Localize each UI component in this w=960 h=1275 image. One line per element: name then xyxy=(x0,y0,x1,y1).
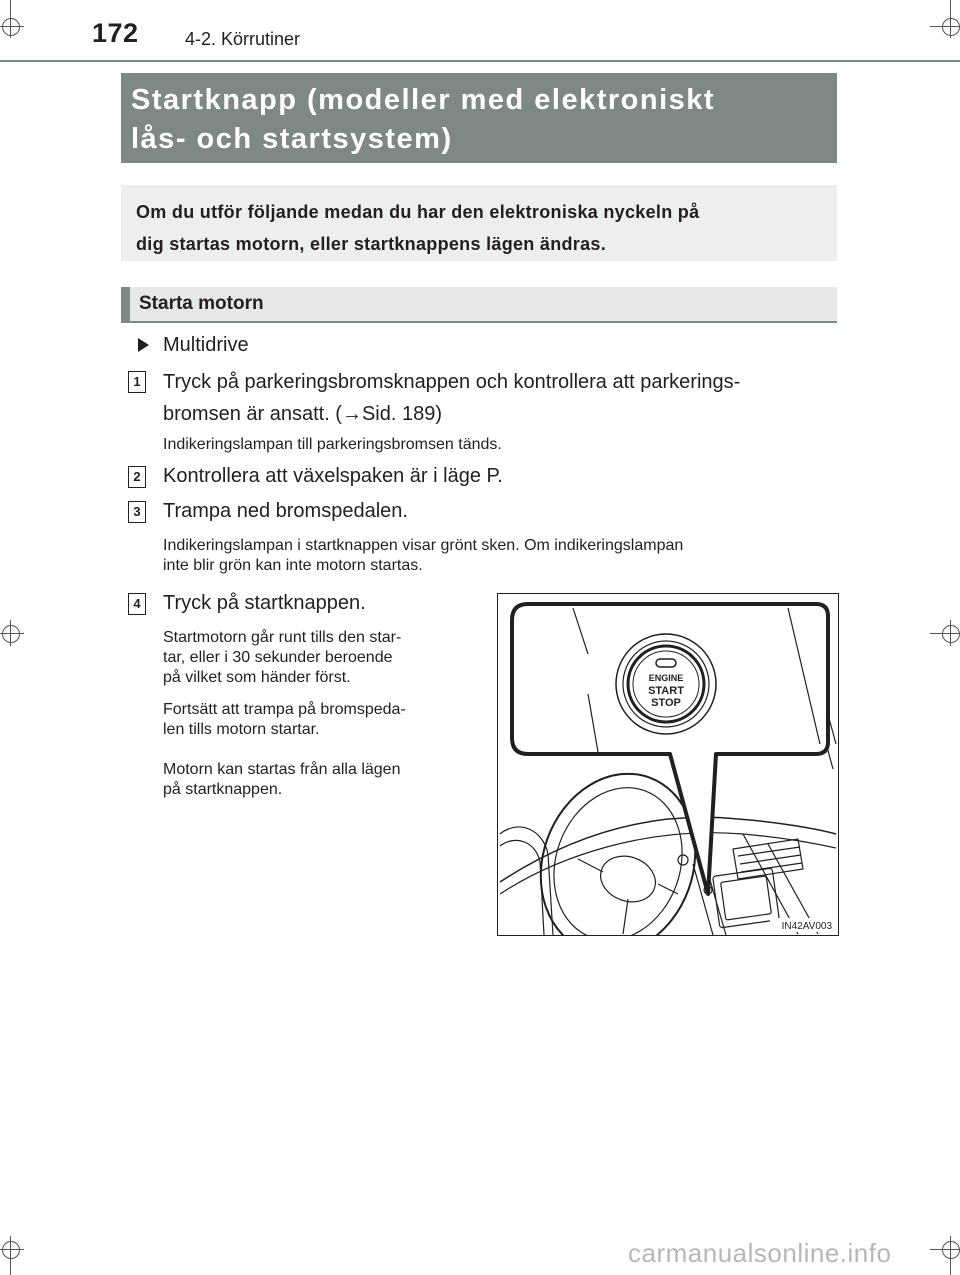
step-number-2: 2 xyxy=(128,466,146,488)
button-label-stop: STOP xyxy=(651,697,681,709)
step-4-note-2-line-1: Fortsätt att trampa på bromspeda- xyxy=(163,701,406,718)
step-1-line-1: Tryck på parkeringsbromsknappen och kontrollera att parkerings- xyxy=(163,371,741,393)
section-title xyxy=(131,81,831,159)
section-title-line-1: Startknapp (modeller med elektroniskt xyxy=(131,84,716,116)
intro-line-2: dig startas motorn, eller startknappens lägen ändras. xyxy=(136,234,607,254)
variant-label: Multidrive xyxy=(163,334,249,356)
page-reference-link[interactable]: Sid. 189) xyxy=(361,403,443,425)
step-4-note-1-line-2: tar, eller i 30 sekunder beroende xyxy=(163,649,393,666)
step-number-3: 3 xyxy=(128,501,146,523)
step-4-note-1-line-3: på vilket som händer först. xyxy=(163,669,351,686)
step-4-text: Tryck på startknappen. xyxy=(163,592,366,614)
step-4-note-2-line-2: len tills motorn startar. xyxy=(163,721,320,738)
subheading-accent-bar xyxy=(121,287,130,321)
subheading-box xyxy=(121,287,837,323)
step-4-note-3-line-1: Motorn kan startas från alla lägen xyxy=(163,761,401,778)
intro-text xyxy=(136,196,826,260)
intro-line-1: Om du utför följande medan du har den elektroniska nyckeln på xyxy=(136,202,700,222)
illustration-code: IN42AV003 xyxy=(781,921,832,932)
subheading-text: Starta motorn xyxy=(139,293,264,314)
illustration-drawing xyxy=(498,594,838,935)
step-1-line-2-pre: bromsen är ansatt. ( xyxy=(163,403,342,425)
engine-start-button-illustration xyxy=(497,593,839,936)
header-rule xyxy=(0,60,960,62)
intro-box xyxy=(121,185,837,261)
step-4-note-1 xyxy=(163,628,477,688)
triangle-bullet-icon xyxy=(138,338,149,352)
step-3-note xyxy=(163,536,829,576)
chapter-label: 4-2. Körrutiner xyxy=(185,29,301,49)
step-4-note-2 xyxy=(163,700,477,740)
step-3-note-line-2: inte blir grön kan inte motorn startas. xyxy=(163,557,423,574)
section-title-bar xyxy=(121,73,837,163)
step-number-4: 4 xyxy=(128,593,146,615)
watermark: carmanualsonline.info xyxy=(628,1238,892,1268)
step-4-note-3 xyxy=(163,760,477,800)
button-label-start: START xyxy=(648,685,684,697)
step-1-line-2 xyxy=(163,398,828,430)
page-number: 172 xyxy=(92,18,139,48)
step-3-note-line-1: Indikeringslampan i startknappen visar grönt sken. Om indikeringslampan xyxy=(163,537,684,554)
step-number-1: 1 xyxy=(128,371,146,393)
step-1-text xyxy=(163,366,828,430)
arrow-right-icon: → xyxy=(341,403,362,425)
step-3-text: Trampa ned bromspedalen. xyxy=(163,500,408,522)
step-1-note: Indikeringslampan till parkeringsbromsen tänds. xyxy=(163,436,502,453)
step-2-text: Kontrollera att växelspaken är i läge P. xyxy=(163,465,503,487)
step-4-note-3-line-2: på startknappen. xyxy=(163,781,283,798)
section-title-line-2: lås- och startsystem) xyxy=(131,123,453,155)
button-label-engine: ENGINE xyxy=(648,673,684,683)
step-4-note-1-line-1: Startmotorn går runt tills den star- xyxy=(163,629,402,646)
